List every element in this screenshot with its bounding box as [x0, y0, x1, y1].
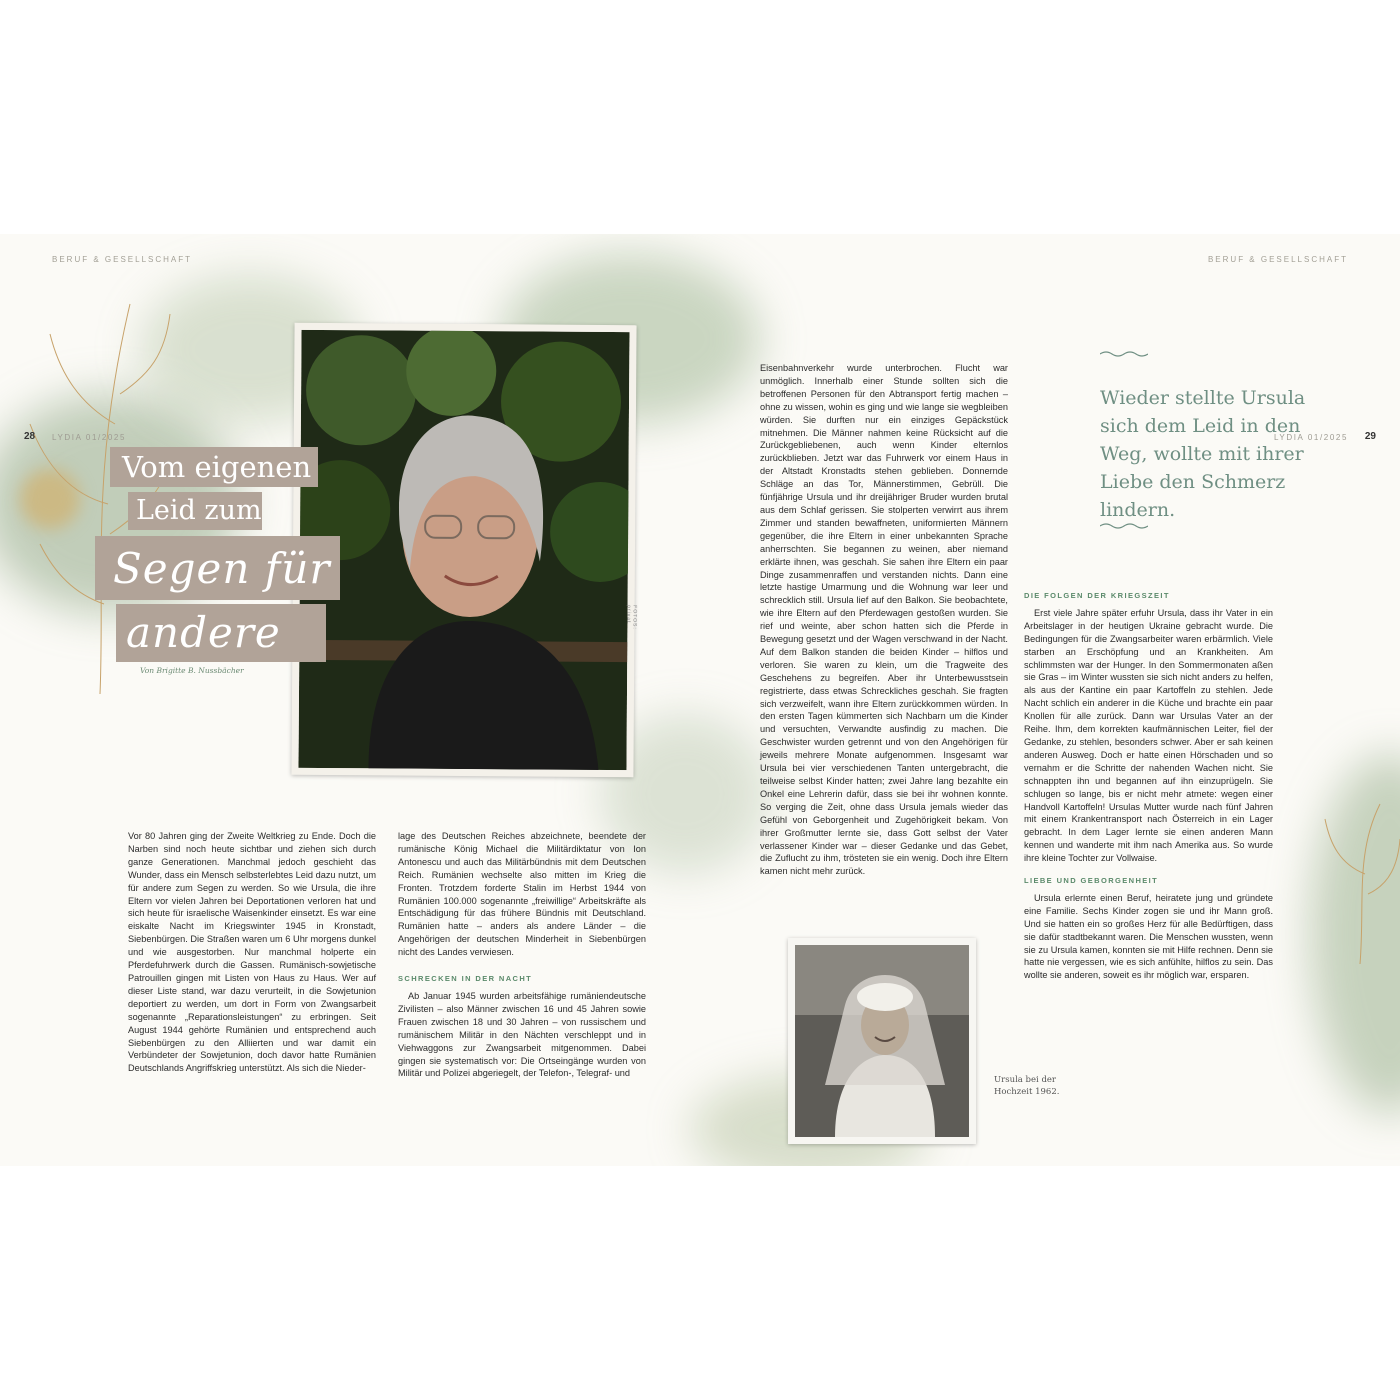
wedding-photo — [795, 945, 969, 1137]
paragraph: Erst viele Jahre später erfuhr Ursula, dass ihr Vater in ein Arbeitslager in der heutigen Ukraine gebracht wurde. Die Bedingungen für die Zwangsarbeiter waren erbärmlich. Viele starben an Erschöpfung und an Krankheiten. Am schlimmsten war der Hunger. In den Sommermonaten aßen sie Gras – im Winter wussten sie sich nicht anders zu helfen, als aus der Kantine ein paar Kartoffeln zu stehlen. Jede Nacht schlich ein anderer in die Küche und brachte ein paar Knollen für alle zurück. Dann war Ursulas Vater an der Reihe. Ihm, dem korrekten kaufmännischen Leiter, fiel der Gedanke, zu stehlen, besonders schwer. Aber er sah keinen anderen Ausweg. Doch er hatte einen Hörschaden und so vernahm er die Schritte der nahenden Wachen nicht. Sie schnappten ihn und begannen auf ihn einzuprügeln. Sie schlugen so lange, bis er nicht mehr atmete: wegen einer Handvoll Kartoffeln! Ursulas Mutter wurde nach fünf Jahren mit einem Krankentransport nach Österreich in ein Lager gebracht. In dem Lager lernte sie einen anderen Mann kennen und wanderte mit ihm nach Amerika aus. So wurde ihre kleine Tochter zur Vollwaise. — [1024, 607, 1273, 864]
photo-credit: FOTOS: privat — [625, 605, 638, 630]
title-line-3: Segen für — [95, 536, 340, 600]
page-number-left: 28 — [24, 431, 36, 442]
subheading: LIEBE UND GEBORGENHEIT — [1024, 876, 1159, 886]
subheading: SCHRECKEN IN DER NACHT — [398, 974, 533, 984]
quote-ornament-top-icon — [1100, 350, 1148, 358]
subheading: DIE FOLGEN DER KRIEGSZEIT — [1024, 591, 1170, 600]
title-line-2: Leid zum — [128, 492, 262, 530]
paragraph: Vor 80 Jahren ging der Zweite Weltkrieg zu Ende. Doch die Narben sind noch heute sichtbar und ziehen sich durch ganze Generationen. Manchmal jedoch geschieht das Wunder, dass ein Mensch selbsterlebtes Leid dazu nutzt, um für andere zum Segen zu werden. So wie Ursula, die ihre Eltern vor vielen Jahren bei Deportationen verloren hat und sich heute für israelische Waisenkinder einsetzt. Es war eine eiskalte Nacht im Kriegswinter 1945 in Kronstadt, Siebenbürgen. Die Straßen waren um 6 Uhr morgens dunkel und wie ausgestorben. Nur manchmal holperte ein Pferdefuhrwerk durch die Gassen. Rumänisch-sowjetische Patrouillen gingen mit Listen von Haus zu Haus. Wer auf dieser Liste stand, war dazu verurteilt, in die Sowjetunion deportiert zu werden, um dort in Form von Zwangsarbeit sogenannte „Reparationsleistungen“ zu erbringen. Seit August 1944 gehörte Rumänien und entsprechend auch Siebenbürgen zu den Alliierten und war damit ein Verbündeter der Sowjetunion, doch davor hatte Rumänien Deutschlands Angriffskrieg unterstützt. Als sich die Nieder- — [128, 831, 376, 1074]
paragraph: Eisenbahnverkehr wurde unterbrochen. Flucht war unmöglich. Innerhalb einer Stunde sollten sich die betroffenen Personen für den Abtransport fertig machen – ohne zu wissen, wohin es ging und wie lange sie wegbleiben würden. Sie durften nur ein einziges Gepäckstück mitnehmen. Die Männer nahmen keine Rücksicht auf die Zurückgebliebenen, auch wenn Kinder elternlos zurückblieben. Jetzt war das Fuhrwerk vor einem Haus in der Altstadt Kronstadts stehen geblieben. Donnernde Schläge an das Tor, Männerstimmen, Gebrüll. Die fünfjährige Ursula und ihr dreijähriger Bruder wurden brutal aus dem Schlaf gerissen. Sie stolperten verwirrt aus ihrem Zimmer und standen bewaffneten, uniformierten Männern gegenüber, die ihre Eltern in einer unbekannten Sprache anherrschten. Sie begannen zu weinen, aber niemand erklärte ihnen, was geschah. Sie sahen ihre Eltern ein paar Dinge zusammenraffen und verstanden nichts. Dann eine letzte hastige Umarmung und die Wohnung war leer und schrecklich still. Ursula lief auf den Balkon. Sie beobachtete, wie ihre Eltern auf den Pferdewagen gestoßen wurden. Sie rief und weinte, aber schon hatten sich die Pferde in Bewegung gesetzt und der Wagen verschwand in der Nacht. Auf dem Balkon standen die beiden Kinder – hilflos und verloren. Sie waren zu klein, um die Tragweite des Geschehens zu begreifen. Aber ihr Unterbewusstsein registrierte, dass etwas Schreckliches geschah. Sie fragten sich verzweifelt, wann ihre Eltern zurückkommen würden. In den ersten Tagen kümmerten sich Nachbarn um die Kinder und versuchten, Verwandte ausfindig zu machen. Die Geschwister wurden getrennt und von den Angehörigen für jeweils mehrere Monate aufgenommen. Insgesamt war Ursula bei vier verschiedenen Tanten untergebracht, die teilweise selbst Kinder hatten; zwei Jahre lang bezahlte ein Onkel eine Lehrerin dafür, dass sie bei ihr wohnen konnte. So verging die Zeit, ohne dass Ursula jemals wieder das Gefühl von Geborgenheit und Zugehörigkeit bekam. Von ihrer Großmutter lernte sie, dass Gott selbst der Vater verlassener Kinder war – dieser Gedanke und das Gebet, die Zuflucht zu ihm, trösteten sie ein wenig. Doch ihre Eltern kamen nicht mehr zurück. — [760, 363, 1008, 877]
portrait-photo-frame — [291, 323, 636, 777]
portrait-photo — [298, 330, 629, 770]
byline: Von Brigitte B. Nussbächer — [140, 666, 244, 675]
paragraph: Ursula erlernte einen Beruf, heiratete jung und gründete eine Familie. Sechs Kinder zogen sie und ihr Mann groß. Und sie hatten ein so großes Herz für alle Bedürftigen, dass sie dafür stadtbekannt waren. Die Menschen wussten, wenn sie zu Ursula kamen, konnten sie mit Hilfe rechnen. Denn sie hatte nie vergessen, wie es sich anfühlte, hilflos zu sein. Das wollte sie anderen, soweit es ihr möglich war, ersparen. — [1024, 892, 1273, 981]
section-label-right: BERUF & GESELLSCHAFT — [1207, 255, 1348, 264]
title-line-4: andere — [116, 604, 326, 662]
botanical-leaves-decoration-right — [1320, 794, 1400, 974]
text-column-1 — [128, 830, 376, 1075]
text-column-2 — [398, 830, 646, 1080]
magazine-folio-left: LYDIA 01/2025 — [52, 433, 127, 442]
quote-ornament-bottom-icon — [1100, 522, 1148, 530]
paragraph: Ab Januar 1945 wurden arbeitsfähige rumäniendeutsche Zivilisten – also Männer zwischen 16 und 45 Jahren sowie Frauen zwischen 18 und 30 Jahren – von russischem und rumänischem Militär in den Nächten verschleppt und in Viehwaggons zur Zwangsarbeit mitgenommen. Dabei gingen sie systematisch vor: Die Ortseingänge wurden von Militär und Polizei abgeriegelt, der Telefon-, Telegraf- und — [398, 990, 646, 1079]
magazine-folio-right: LYDIA 01/2025 — [1273, 433, 1348, 442]
page-number-right: 29 — [1364, 431, 1376, 442]
section-label-left: BERUF & GESELLSCHAFT — [52, 255, 193, 264]
text-column-3 — [760, 362, 1008, 878]
wedding-photo-frame — [788, 938, 976, 1144]
text-column-4 — [1024, 590, 1273, 982]
paragraph: lage des Deutschen Reiches abzeichnete, beendete der rumänische König Michael die Militärdiktatur von Ion Antonescu und auch das Militärbündnis mit dem Deutschen Reich. Rumänien wechselte also mitten im Krieg die Fronten. Trotzdem forderte Stalin im Herbst 1944 von Rumänien 100.000 sogenannte „freiwillige“ Arbeitskräfte als Entschädigung für das frühere Bündnis mit Deutschland. Rumänien hatte – anders als andere Länder – die Angehörigen der deutschen Minderheit in Siebenbürgen nicht des Landes verwiesen. — [398, 831, 646, 958]
pull-quote: Wieder stellte Ursula sich dem Leid in den Weg, wollte mit ihrer Liebe den Schmerz lindern. — [1100, 387, 1306, 521]
title-line-1: Vom eigenen — [110, 447, 318, 487]
magazine-spread — [0, 234, 1400, 1166]
photo-caption: Ursula bei der Hochzeit 1962. — [994, 1075, 1060, 1097]
